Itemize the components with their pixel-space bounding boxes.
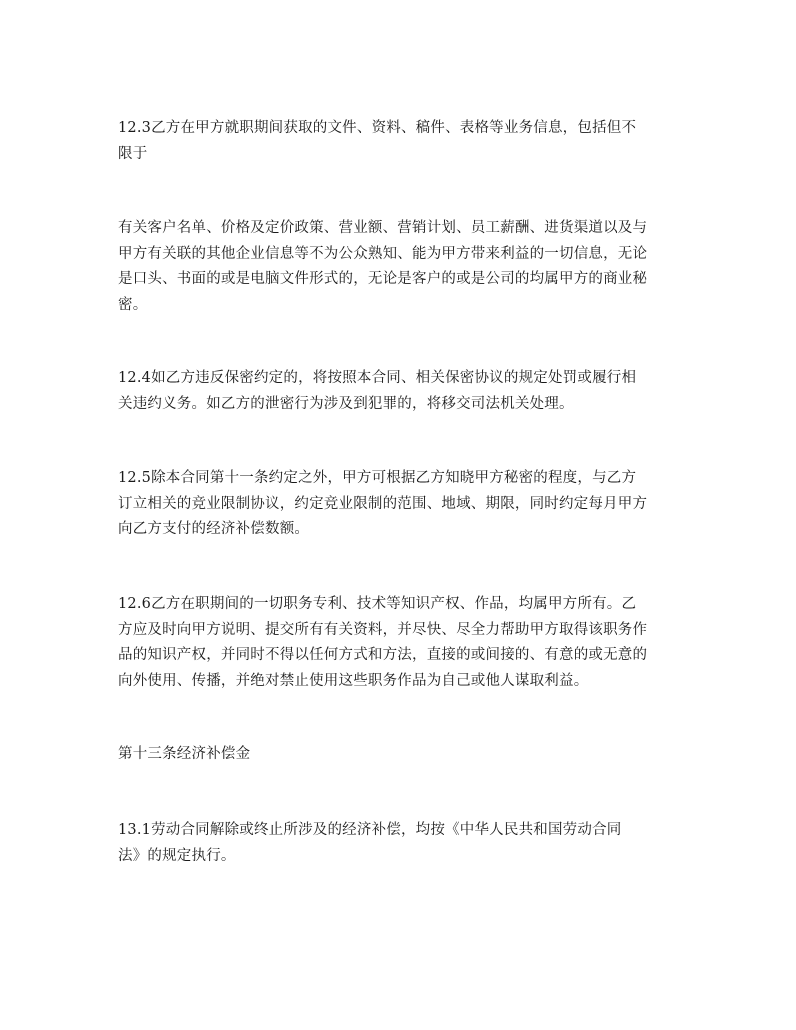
clause-12-3-line-1: 12.3乙方在甲方就职期间获取的文件、资料、稿件、表格等业务信息，包括但不 [118,120,637,136]
clause-12-3-cont-line-4: 密。 [118,296,148,313]
clause-12-6-line-3: 品的知识产权，并同时不得以任何方式和方法，直接的或间接的、有意的或无意的 [118,647,648,664]
clause-12-3-cont-line-1: 有关客户名单、价格及定价政策、营业额、营销计划、员工薪酬、进货渠道以及与 [118,220,648,236]
clause-12-5-line-2: 订立相关的竞业限制协议，约定竞业限制的范围、地域、期限，同时约定每月甲方 [118,495,648,512]
clause-12-4-line-1: 12.4如乙方违反保密约定的，将按照本合同、相关保密协议的规定处罚或履行相 [118,370,637,386]
clause-12-3-line-2: 限于 [118,145,148,162]
clause-12-3-cont-line-3: 是口头、书面的或是电脑文件形式的，无论是客户的或是公司的均属甲方的商业秘 [118,271,648,288]
clause-12-5-line-1: 12.5除本合同第十一条约定之外，甲方可根据乙方知晓甲方秘密的程度，与乙方 [118,470,637,486]
clause-12-3-cont-line-2: 甲方有关联的其他企业信息等不为公众熟知、能为甲方带来利益的一切信息，无论 [118,245,648,262]
clause-13-1 [118,818,684,869]
article-13-heading-text: 第十三条经济补偿金 [118,746,251,762]
clause-12-6-line-1: 12.6乙方在职期间的一切职务专利、技术等知识产权、作品，均属甲方所有。乙 [118,596,637,612]
article-13-heading [118,742,684,768]
clause-12-3 [118,116,684,167]
clause-12-6-line-2: 方应及时向甲方说明、提交所有有关资料，并尽快、尽全力帮助甲方取得该职务作 [118,621,648,638]
clause-12-6 [118,592,684,694]
clause-12-5-line-3: 向乙方支付的经济补偿数额。 [118,521,310,538]
clause-12-3-continuation [118,216,684,318]
clause-13-1-line-2: 法》的规定执行。 [118,847,236,864]
clause-13-1-line-1: 13.1劳动合同解除或终止所涉及的经济补偿，均按《中华人民共和国劳动合同 [118,822,622,838]
clause-12-6-line-4: 向外使用、传播，并绝对禁止使用这些职务作品为自己或他人谋取利益。 [118,672,589,689]
clause-12-4-line-2: 关违约义务。如乙方的泄密行为涉及到犯罪的，将移交司法机关处理。 [118,395,574,412]
clause-12-4 [118,366,684,417]
clause-12-5 [118,466,684,543]
